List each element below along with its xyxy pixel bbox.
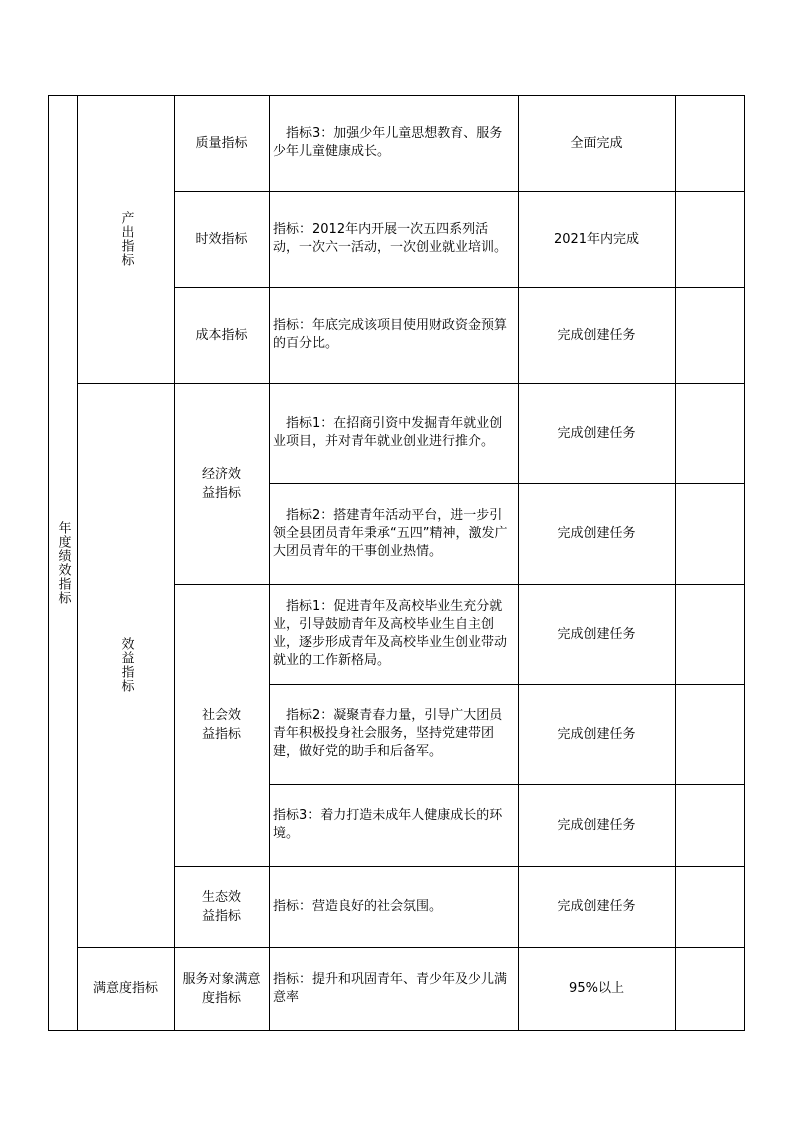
table-border xyxy=(744,95,745,1031)
timeliness-indicator-label: 时效指标 xyxy=(195,231,248,247)
indicator-value: 完成创建任务 xyxy=(557,899,636,914)
indicator-value: 完成创建任务 xyxy=(557,817,636,833)
indicator-description: 指标2：凝聚青春力量，引导广大团员青年积极投身社会服务，坚持党建带团建，做好党的助手和后备军。 xyxy=(273,708,503,759)
indicator-description: 指标：营造良好的社会氛围。 xyxy=(273,898,443,914)
benefit-indicator-label: 效益指标 xyxy=(118,637,134,693)
service-satisfaction-indicator-label: 服务对象满意度指标 xyxy=(182,971,261,1006)
indicator-value: 2021年内完成 xyxy=(553,231,640,247)
cost-indicator-label: 成本指标 xyxy=(195,327,248,343)
table-border xyxy=(48,95,745,96)
table-border xyxy=(77,383,745,384)
indicator-value: 完成创建任务 xyxy=(557,425,636,441)
indicator-description: 指标3：加强少年儿童思想教育、服务少年儿童健康成长。 xyxy=(273,126,503,159)
table-border xyxy=(77,947,745,948)
indicator-description: 指标3：着力打造未成年人健康成长的环境。 xyxy=(273,808,503,841)
table-border xyxy=(269,684,745,685)
indicator-description: 指标：提升和巩固青年、青少年及少儿满意率 xyxy=(273,971,508,1005)
indicator-value: 完成创建任务 xyxy=(557,626,636,642)
indicator-value: 完成创建任务 xyxy=(557,327,636,343)
table-border xyxy=(48,95,49,1031)
ecological-benefit-indicator-label: 生态效益指标 xyxy=(201,889,241,924)
table-border xyxy=(77,95,78,1031)
indicator-value: 完成创建任务 xyxy=(557,726,636,742)
table-border xyxy=(174,287,745,288)
annual-performance-indicator-label: 年度绩效指标 xyxy=(55,520,71,605)
table-border xyxy=(269,784,745,785)
social-benefit-indicator-label: 社会效益指标 xyxy=(201,708,241,742)
indicator-value: 完成创建任务 xyxy=(557,526,636,541)
table-border xyxy=(518,95,519,1031)
empty-column xyxy=(675,95,744,1030)
table-border xyxy=(174,191,745,192)
table-border xyxy=(174,866,745,867)
indicator-value: 全面完成 xyxy=(570,135,623,151)
table-border xyxy=(675,95,676,1031)
table-border xyxy=(48,1030,745,1031)
economic-benefit-indicator-label: 经济效益指标 xyxy=(201,466,241,501)
indicator-description: 指标1：促进青年及高校毕业生充分就业，引导鼓励青年及高校毕业生自主创业，逐步形成青年及高校毕业生创业带动就业的工作新格局。 xyxy=(273,599,508,668)
quality-indicator-label: 质量指标 xyxy=(195,135,248,151)
indicator-description: 指标1：在招商引资中发掘青年就业创业项目，并对青年就业创业进行推介。 xyxy=(273,416,503,449)
indicator-description: 指标：2012年内开展一次五四系列活动，一次六一活动，一次创业就业培训。 xyxy=(273,222,508,255)
output-indicator-label: 产出指标 xyxy=(118,211,134,267)
indicator-description: 指标2：搭建青年活动平台，进一步引领全县团员青年秉承“五四”精神，激发广大团员青年的干事创业热情。 xyxy=(273,507,508,559)
table-border xyxy=(174,95,175,1031)
satisfaction-indicator-label: 满意度指标 xyxy=(92,981,158,996)
table-border xyxy=(269,95,270,1031)
indicator-description: 指标：年底完成该项目使用财政资金预算的百分比。 xyxy=(273,318,508,351)
indicator-value: 95%以上 xyxy=(569,981,624,996)
table-border xyxy=(269,483,745,484)
table-border xyxy=(174,584,745,585)
